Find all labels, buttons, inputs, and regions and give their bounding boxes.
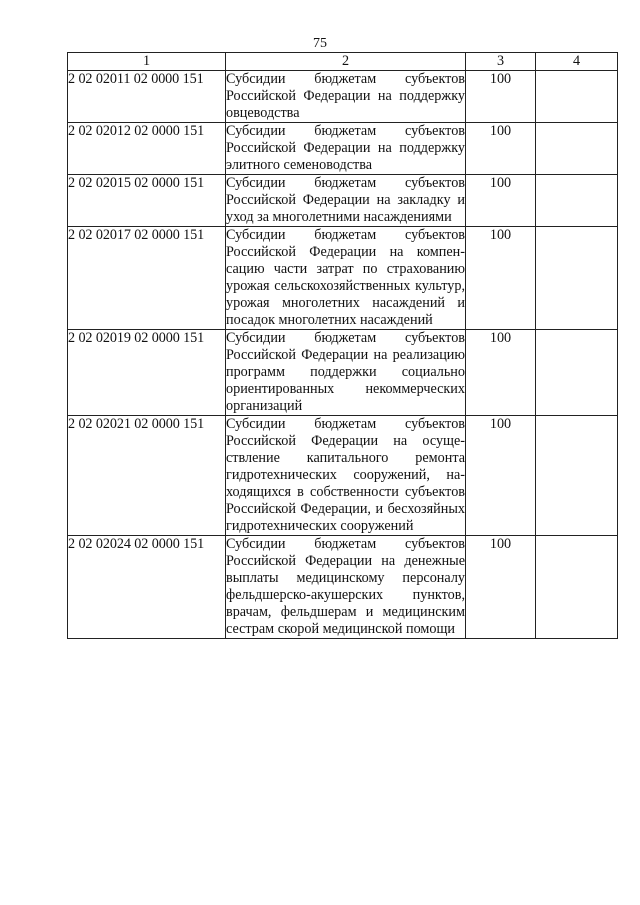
table-header-row: [68, 53, 618, 71]
amount: 100: [466, 227, 536, 330]
column-header-3: 3: [466, 53, 536, 71]
budget-table: [67, 52, 618, 639]
table-row: [68, 330, 618, 416]
amount: 100: [466, 123, 536, 175]
budget-code: 2 02 02015 02 0000 151: [68, 175, 226, 227]
amount: 100: [466, 71, 536, 123]
subsidy-description: Субсидии бюджетам субъектов Российской Федерации на поддержку элитного семеноводства: [226, 123, 465, 173]
page-number: 75: [313, 36, 327, 51]
subsidy-description: Субсидии бюджетам субъектов Российской Федерации на поддержку овцеводства: [226, 71, 465, 121]
column-header-1: 1: [68, 53, 226, 71]
table-row: [68, 175, 618, 227]
amount: 100: [466, 416, 536, 536]
column-4-cell: [536, 536, 618, 639]
subsidy-description: Субсидии бюджетам субъектов Российской Федерации на реализацию программ поддержки социально ориентированных некоммерческих организаций: [226, 330, 465, 414]
subsidy-description: Субсидии бюджетам субъектов Российской Федерации на компенсацию части затрат по страхованию урожая сельскохозяйственных культур, урожая многолетних насаждений и посадок многолетних насаждений: [226, 227, 465, 328]
subsidy-description: Субсидии бюджетам субъектов Российской Федерации на закладку и уход за многолетними насаждениями: [226, 175, 465, 225]
amount: 100: [466, 330, 536, 416]
budget-code: 2 02 02024 02 0000 151: [68, 536, 226, 639]
budget-code: 2 02 02017 02 0000 151: [68, 227, 226, 330]
budget-code: 2 02 02021 02 0000 151: [68, 416, 226, 536]
column-header-4: 4: [536, 53, 618, 71]
column-4-cell: [536, 71, 618, 123]
table-row: [68, 536, 618, 639]
subsidy-description: Субсидии бюджетам субъектов Российской Федерации на осуществление капитального ремонта гидротехнических сооружений, находящихся в собственности субъектов Российской Федерации, и бесхозяйных гидротехнических сооружений: [226, 416, 465, 534]
amount: 100: [466, 175, 536, 227]
column-4-cell: [536, 227, 618, 330]
column-4-cell: [536, 416, 618, 536]
table-row: [68, 227, 618, 330]
table-row: [68, 416, 618, 536]
amount: 100: [466, 536, 536, 639]
column-4-cell: [536, 330, 618, 416]
column-header-2: 2: [226, 53, 466, 71]
table-row: [68, 123, 618, 175]
budget-code: 2 02 02012 02 0000 151: [68, 123, 226, 175]
column-4-cell: [536, 175, 618, 227]
table-row: [68, 71, 618, 123]
budget-code: 2 02 02019 02 0000 151: [68, 330, 226, 416]
budget-code: 2 02 02011 02 0000 151: [68, 71, 226, 123]
column-4-cell: [536, 123, 618, 175]
subsidy-description: Субсидии бюджетам субъектов Российской Федерации на денежные выплаты медицинскому персоналу фельдшерско-акушерских пунктов, врачам, фельдшерам и медицинским сестрам скорой медицинской помощи: [226, 536, 465, 637]
